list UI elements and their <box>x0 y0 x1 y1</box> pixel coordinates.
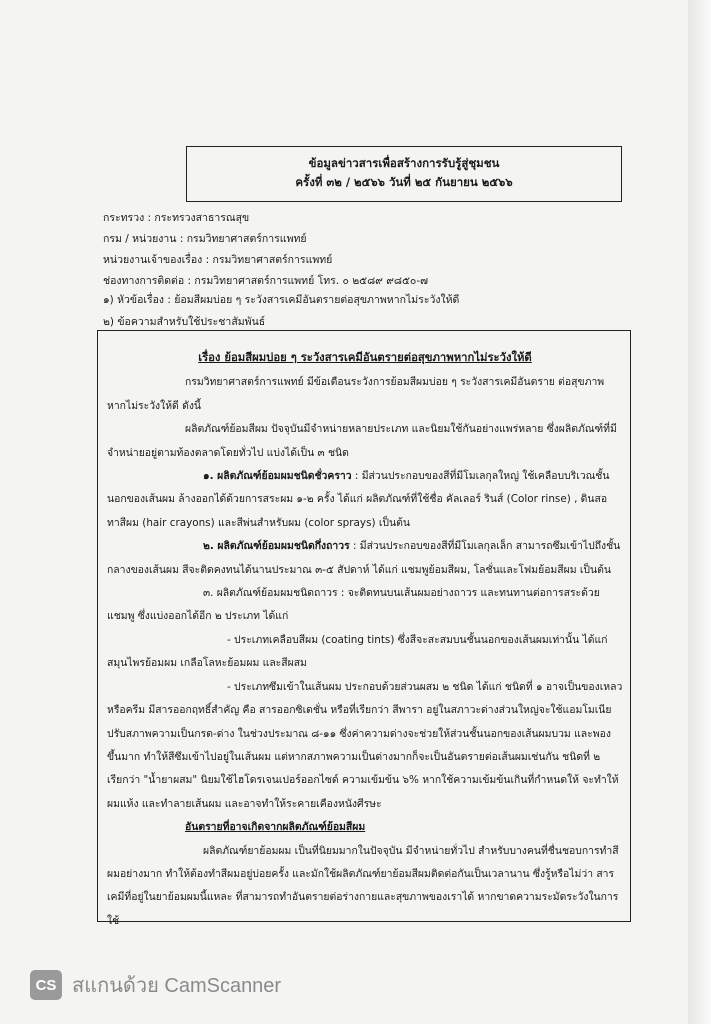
item-2-body: : มีส่วนประกอบของสีที่มีโมเลกุลเล็ก สามารถซึมเข้าไปถึงชั้นกลางของเส้นผม สีจะติดคงทนได้นานประมาณ ๓-๕ สัปดาห์ ได้แก่ แชมพูย้อมสีผม, โลชั่นและโฟมย้อมสีผม เป็นต้น <box>107 540 621 576</box>
item-1-heading: ๑. ผลิตภัณฑ์ย้อมผมชนิดชั่วคราว <box>203 470 352 483</box>
subject-block <box>103 289 663 333</box>
subject-topic: ๑) หัวข้อเรื่อง : ย้อมสีผมบ่อย ๆ ระวังสารเคมีอันตรายต่อสุขภาพหากไม่ระวังให้ดี <box>103 294 460 306</box>
content-item-2 <box>107 535 623 582</box>
content-item-3: ๓. ผลิตภัณฑ์ย้อมผมชนิดถาวร : จะติดทนบนเส้นผมอย่างถาวร และทนทานต่อการสระด้วยแชมพู ซึ่งแบ่งออกได้อีก ๒ ประเภท ได้แก่ <box>107 587 600 623</box>
content-paragraph-1: ผลิตภัณฑ์ย้อมสีผม ปัจจุบันมีจำหน่ายหลายประเภท และนิยมใช้กันอย่างแพร่หลาย ซึ่งผลิตภัณฑ์ที่มีจำหน่ายอยู่ตามท้องตลาดโดยทั่วไป แบ่งได้เป็น ๓ ชนิด <box>107 423 617 459</box>
content-item-1 <box>107 465 623 535</box>
header-issue: ครั้งที่ ๓๒ / ๒๕๖๖ วันที่ ๒๕ กันยายน ๒๕๖๖ <box>295 175 513 189</box>
info-owner: หน่วยงานเจ้าของเรื่อง : กรมวิทยาศาสตร์การแพทย์ <box>103 254 333 266</box>
content-intro: กรมวิทยาศาสตร์การแพทย์ มีข้อเตือนระวังการย้อมสีผมบ่อย ๆ ระวังสารเคมีอันตราย ต่อสุขภาพ หากไม่ระวังให้ดี ดังนี้ <box>107 376 605 412</box>
content-item-3a: - ประเภทเคลือบสีผม (coating tints) ซึ่งสีจะสะสมบนชั้นนอกของเส้นผมเท่านั้น ได้แก่ สมุนไพรย้อมผม เกลือโลหะย้อมผม และสีผสม <box>107 633 608 670</box>
content-item-3b: - ประเภทซึมเข้าในเส้นผม ประกอบด้วยส่วนผสม ๒ ชนิด ได้แก่ ชนิดที่ ๑ อาจเป็นของเหลวหรือครีม มีสารออกฤทธิ์สำคัญ คือ สารออกซิเดชั่น หรือที่เรียกว่า สีพารา อยู่ในสภาวะด่างส่วนใหญ่จะใช้แอมโมเนียปรับสภาพความเป็นกรด-ด่าง ในช่วงประมาณ ๘-๑๑ ซึ่งค่าความด่างจะช่วยให้ส่วนชั้นนอกของเส้นผมบวม และพองขึ้นมาก ทำให้สีซึมเข้าไปอยู่ในเส้นผม แต่หากสภาพความเป็นด่างมากก็จะเป็นอันตรายต่อเส้นผมเช่นกัน ชนิดที่ ๒ เรียกว่า "น้ำยาผสม" นิยมใช้ไฮโดรเจนเปอร์ออกไซด์ ความเข้มข้น ๖% หากใช้ความเข้มข้นเกินที่กำหนดให้ จะทำให้ผมแห้ง และทำลายเส้นผม และอาจทำให้ระคายเคืองหนังศีรษะ <box>107 680 623 810</box>
content-title: เรื่อง ย้อมสีผมบ่อย ๆ ระวังสารเคมีอันตรายต่อสุขภาพหากไม่ระวังให้ดี <box>198 351 532 364</box>
camscanner-logo-icon: CS <box>30 970 62 1000</box>
header-box <box>186 146 622 202</box>
info-contact: ช่องทางการติดต่อ : กรมวิทยาศาสตร์การแพทย์ โทร. ๐ ๒๕๘๙ ๙๘๕๐-๗ <box>103 275 429 287</box>
subject-message: ๒) ข้อความสำหรับใช้ประชาสัมพันธ์ <box>103 316 266 328</box>
item-2-heading: ๒. ผลิตภัณฑ์ย้อมผมชนิดกึ่งถาวร <box>203 540 350 553</box>
content-body <box>107 346 623 933</box>
danger-section-title: อันตรายที่อาจเกิดจากผลิตภัณฑ์ย้อมสีผม <box>185 821 366 834</box>
camscanner-watermark <box>30 968 281 1002</box>
info-department: กรม / หน่วยงาน : กรมวิทยาศาสตร์การแพทย์ <box>103 233 307 245</box>
camscanner-text: สแกนด้วย CamScanner <box>72 975 282 997</box>
info-ministry: กระทรวง : กระทรวงสาธารณสุข <box>103 212 250 224</box>
header-title: ข้อมูลข่าวสารเพื่อสร้างการรับรู้สู่ชุมชน <box>308 156 500 170</box>
page-edge-shadow <box>688 0 711 1024</box>
danger-section-body: ผลิตภัณฑ์ยาย้อมผม เป็นที่นิยมมากในปัจจุบัน มีจำหน่ายทั่วไป สำหรับบางคนที่ชื่นชอบการทำสีผมอย่างมาก ทำให้ต้องทำสีผมอยู่บ่อยครั้ง และมักใช้ผลิตภัณฑ์ยาย้อมสีผมติดต่อกันเป็นเวลานาน ซึ่งรู้หรือไม่ว่า สารเคมีที่อยู่ในยาย้อมผมนี้แหละ ที่สามารถทำอันตรายต่อร่างกายและสุขภาพของเราได้ หากขาดความระมัดระวังในการใช้ <box>107 844 619 927</box>
info-block <box>103 208 663 292</box>
item-1-body: : มีส่วนประกอบของสีที่มีโมเลกุลใหญ่ ใช้เคลือบบริเวณชั้นนอกของเส้นผม ล้างออกได้ด้วยการสระผม ๑-๒ ครั้ง ได้แก่ ผลิตภัณฑ์ที่ใช้ชื่อ คัลเลอร์ รินส์ (Color rinse) , ดินสอทาสีผม (hair crayons) และสีพ่นสำหรับผม (color sprays) เป็นต้น <box>107 470 610 529</box>
